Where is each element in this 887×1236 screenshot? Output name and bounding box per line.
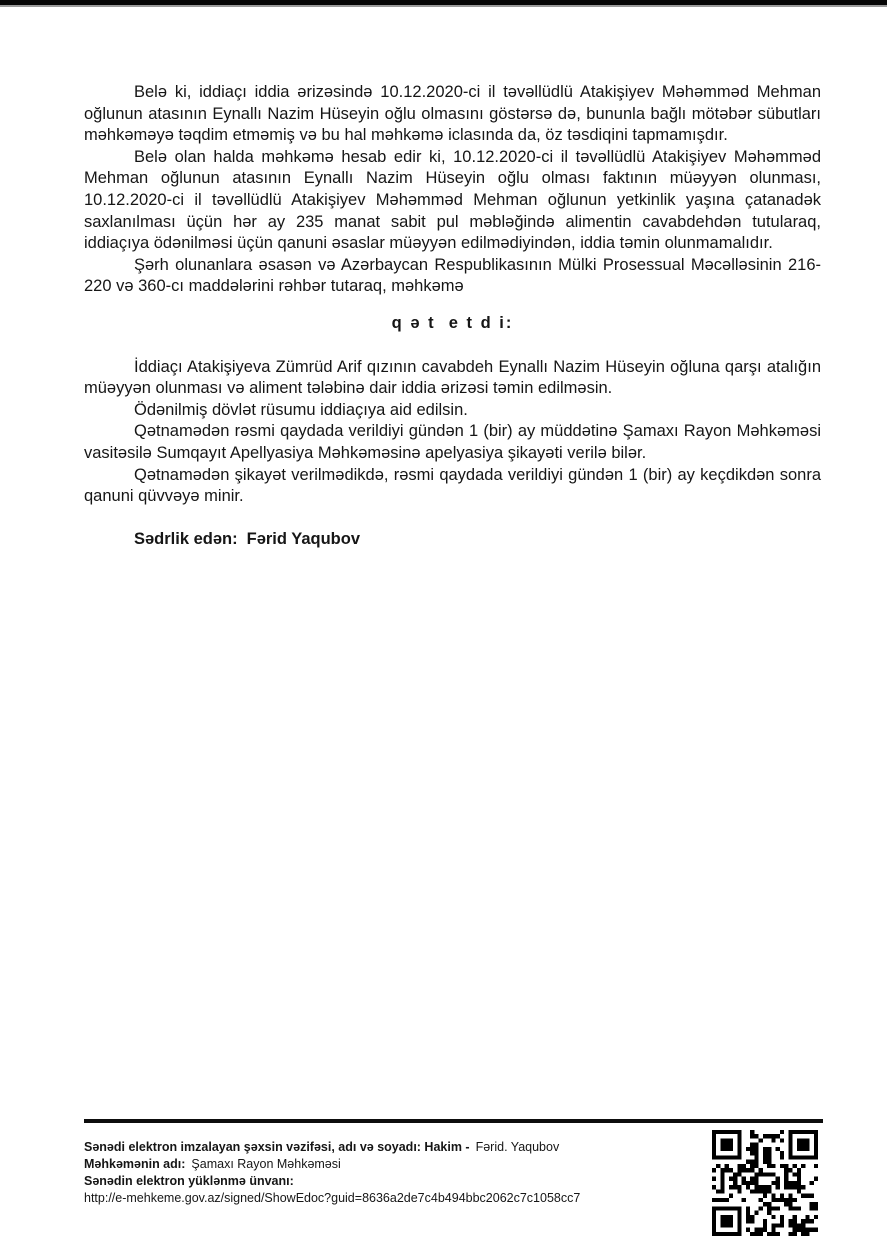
footer-court-label: Məhkəmənin adı: — [84, 1157, 186, 1171]
footer-signer-label: Sənədi elektron imzalayan şəxsin vəzifəsi, adı və soyadı: Hakim - — [84, 1140, 470, 1154]
verdict-paragraph: Ödənilmiş dövlət rüsumu iddiaçıya aid edilsin. — [134, 400, 468, 419]
footer-url-label: Sənədin elektron yüklənmə ünvanı: — [84, 1174, 294, 1188]
document-download-url: http://e-mehkeme.gov.az/signed/ShowEdoc?guid=8636a2de7c4b494bbc2062c7c1058cc7 — [84, 1191, 581, 1205]
footer-separator-bar — [84, 1119, 823, 1123]
document-body — [84, 82, 821, 550]
body-paragraph: Belə ki, iddiaçı iddia ərizəsində 10.12.2020-ci il təvəllüdlü Atakişiyev Məhəmməd Mehman oğlunun atasının Eynallı Nazim Hüseyin oğlu olmasını göstərsə də, bununla bağlı mötəbər sübutları məhkəməyə təqdim etməmiş və bu hal məhkəmə iclasında da, öz təsdiqini tapmamışdır. — [84, 83, 821, 145]
footer-signer-value: Fərid. Yaqubov — [475, 1140, 560, 1154]
electronic-signature-footer — [84, 1139, 744, 1207]
qr-code-svg — [712, 1130, 818, 1236]
footer-court-line — [84, 1156, 744, 1173]
verdict-paragraph: Qətnamədən şikayət verilmədikdə, rəsmi qaydada verildiyi gündən 1 (bir) ay keçdikdən sonra qanuni qüvvəyə minir. — [84, 465, 821, 506]
judge-signature-line — [84, 529, 821, 551]
body-paragraph: Belə olan halda məhkəmə hesab edir ki, 10.12.2020-ci il təvəllüdlü Atakişiyev Məhəmməd Mehman oğlunun atasının Eynallı Nazim Hüseyin oğlu olması faktının müəyyən olunması, 10.12.2020-ci il təvəllüdlü Atakişiyev Məhəmməd Mehman oğlunun yetkinlik yaşına çatanadək saxlanılması üçün hər ay 235 manat sabit pul məbləğində alimentin cavabdehdən tutularaq, iddiaçıya ödənilməsi üçün qanuni əsaslar müəyyən edilmədiyindən, iddia təmin olunmamalıdır. — [84, 147, 821, 253]
top-scan-bar — [0, 0, 887, 7]
footer-court-value: Şamaxı Rayon Məhkəməsi — [191, 1157, 341, 1171]
verdict-heading: q ə t e t d i: — [391, 313, 514, 332]
footer-signer-line — [84, 1139, 744, 1156]
body-paragraph: Şərh olunanlara əsasən və Azərbaycan Respublikasının Mülki Prosessual Məcəlləsinin 216-220 və 360-cı maddələrini rəhbər tutaraq, məhkəmə — [84, 255, 821, 296]
footer-url-label-line — [84, 1173, 744, 1190]
qr-code — [712, 1130, 818, 1236]
judge-name: Fərid Yaqubov — [246, 529, 361, 548]
verdict-paragraph: İddiaçı Atakişiyeva Zümrüd Arif qızının cavabdeh Eynallı Nazim Hüseyin oğluna qarşı atalığın müəyyən olunması və aliment tələbinə dair iddia ərizəsi təmin edilməsin. — [84, 357, 821, 398]
signature-label: Sədrlik edən: — [134, 529, 238, 548]
verdict-paragraph: Qətnamədən rəsmi qaydada verildiyi gündən 1 (bir) ay müddətinə Şamaxı Rayon Məhkəməsi vasitəsilə Sumqayıt Apellyasiya Məhkəməsinə apelyasiya şikayəti verilə bilər. — [84, 422, 821, 462]
